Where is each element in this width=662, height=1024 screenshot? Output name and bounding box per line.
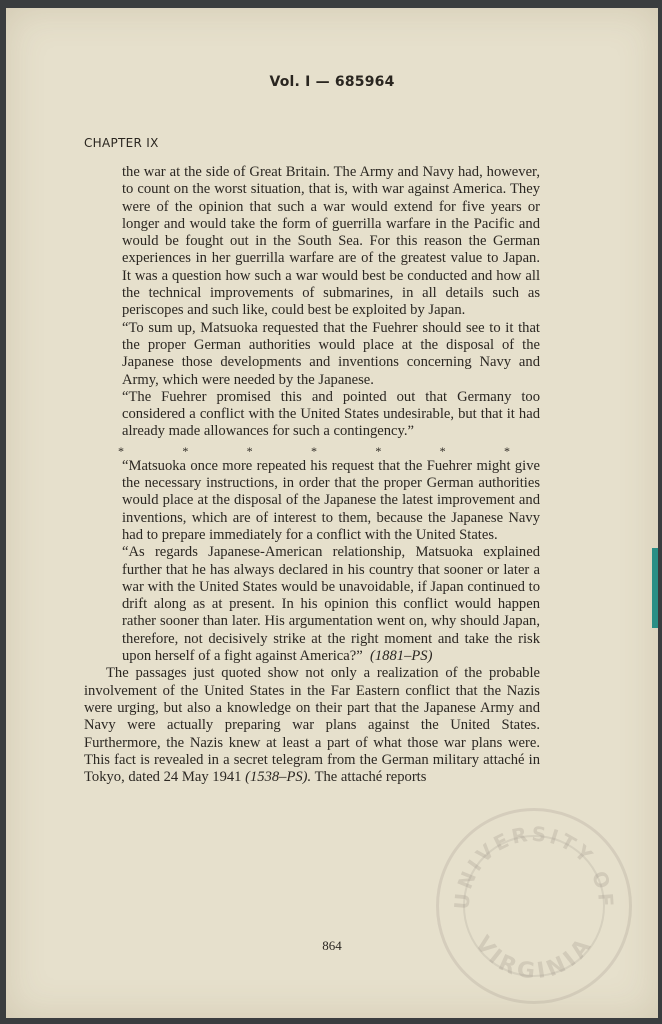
- star-mark: *: [246, 443, 253, 458]
- svg-text:UNIVERSITY OF: UNIVERSITY OF: [449, 821, 619, 911]
- paragraph: [84, 665, 540, 786]
- star-mark: *: [375, 443, 382, 458]
- quoted-block: [84, 458, 540, 666]
- paragraph-text: “As regards Japanese-American relationship, Matsuoka explained further that he has always declared in his country that sooner or later a war with the United States would be unavoidable, if Japan continued to drift along as at present. In his opinion this conflict would happen rather sooner than later. His argumentation went on, why should Japan, therefore, not decisively strike at the right moment and take the risk upon herself of a fight against America?”: [122, 544, 540, 665]
- page-number: 864: [322, 938, 342, 953]
- paragraph: “To sum up, Matsuoka requested that the Fuehrer should see to it that the proper German authorities would place at the disposal of the Japanese those developments and inventions concerning Navy and Army, which were needed by the Japanese.: [122, 319, 540, 388]
- paragraph: the war at the side of Great Britain. The Army and Navy had, however, to count on the worst situation, that is, with war against America. They were of the opinion that such a war would extend for five years or longer and would take the form of guerrilla warfare in the Pacific and would be fought out in the South Sea. For this reason the German experiences in her guerrilla warfare are of the greatest value to Japan. It was a question how such a war would best be conducted and how all the technical improvements of submarines, in all details such as periscopes and such like, could best be exploited by Japan.: [122, 164, 540, 319]
- paragraph: “Matsuoka once more repeated his request that the Fuehrer might give the necessary instructions, in order that the proper German authorities would place at the disposal of the Japanese the latest improvement and inventions, which are of interest to them, because the Japanese Navy had to prepare immediately for a conflict with the United States.: [122, 457, 540, 543]
- citation: (1538–PS).: [245, 769, 312, 786]
- paragraph-text: The attaché reports: [314, 769, 427, 786]
- chapter-heading: CHAPTER IX: [84, 136, 159, 150]
- star-mark: *: [310, 443, 317, 458]
- paragraph-text: The passages just quoted show not only a realization of the probable involvement of the United States in the Far Eastern conflict that the Nazis were urging, but also a knowledge on their part that the Japanese Army and Navy were actually preparing war plans against the United States. Furthermore, the Nazis knew at least a part of what those war plans were. This fact is revealed in a secret telegram from the German military attaché in Tokyo, dated 24 May 1941: [84, 665, 540, 786]
- paragraph: “The Fuehrer promised this and pointed out that Germany too considered a conflict with the United States undesirable, but that it had already made allowances for such a contingency.”: [122, 388, 540, 440]
- volume-header: Vol. I — 685964: [269, 74, 395, 90]
- star-mark: *: [118, 443, 124, 458]
- star-mark: *: [503, 443, 510, 458]
- section-break: [84, 441, 540, 458]
- star-mark: *: [439, 443, 446, 458]
- quoted-block: [84, 164, 540, 441]
- body-text: [84, 164, 540, 786]
- stamp-seal-graphic: [439, 811, 629, 1001]
- star-mark: *: [182, 443, 189, 458]
- document-page: [6, 8, 658, 1018]
- paragraph: [122, 544, 540, 665]
- citation: (1881–PS): [370, 648, 433, 665]
- edge-tab: [652, 548, 658, 628]
- svg-text:VIRGINIA: VIRGINIA: [469, 931, 599, 985]
- library-stamp: [436, 808, 632, 1004]
